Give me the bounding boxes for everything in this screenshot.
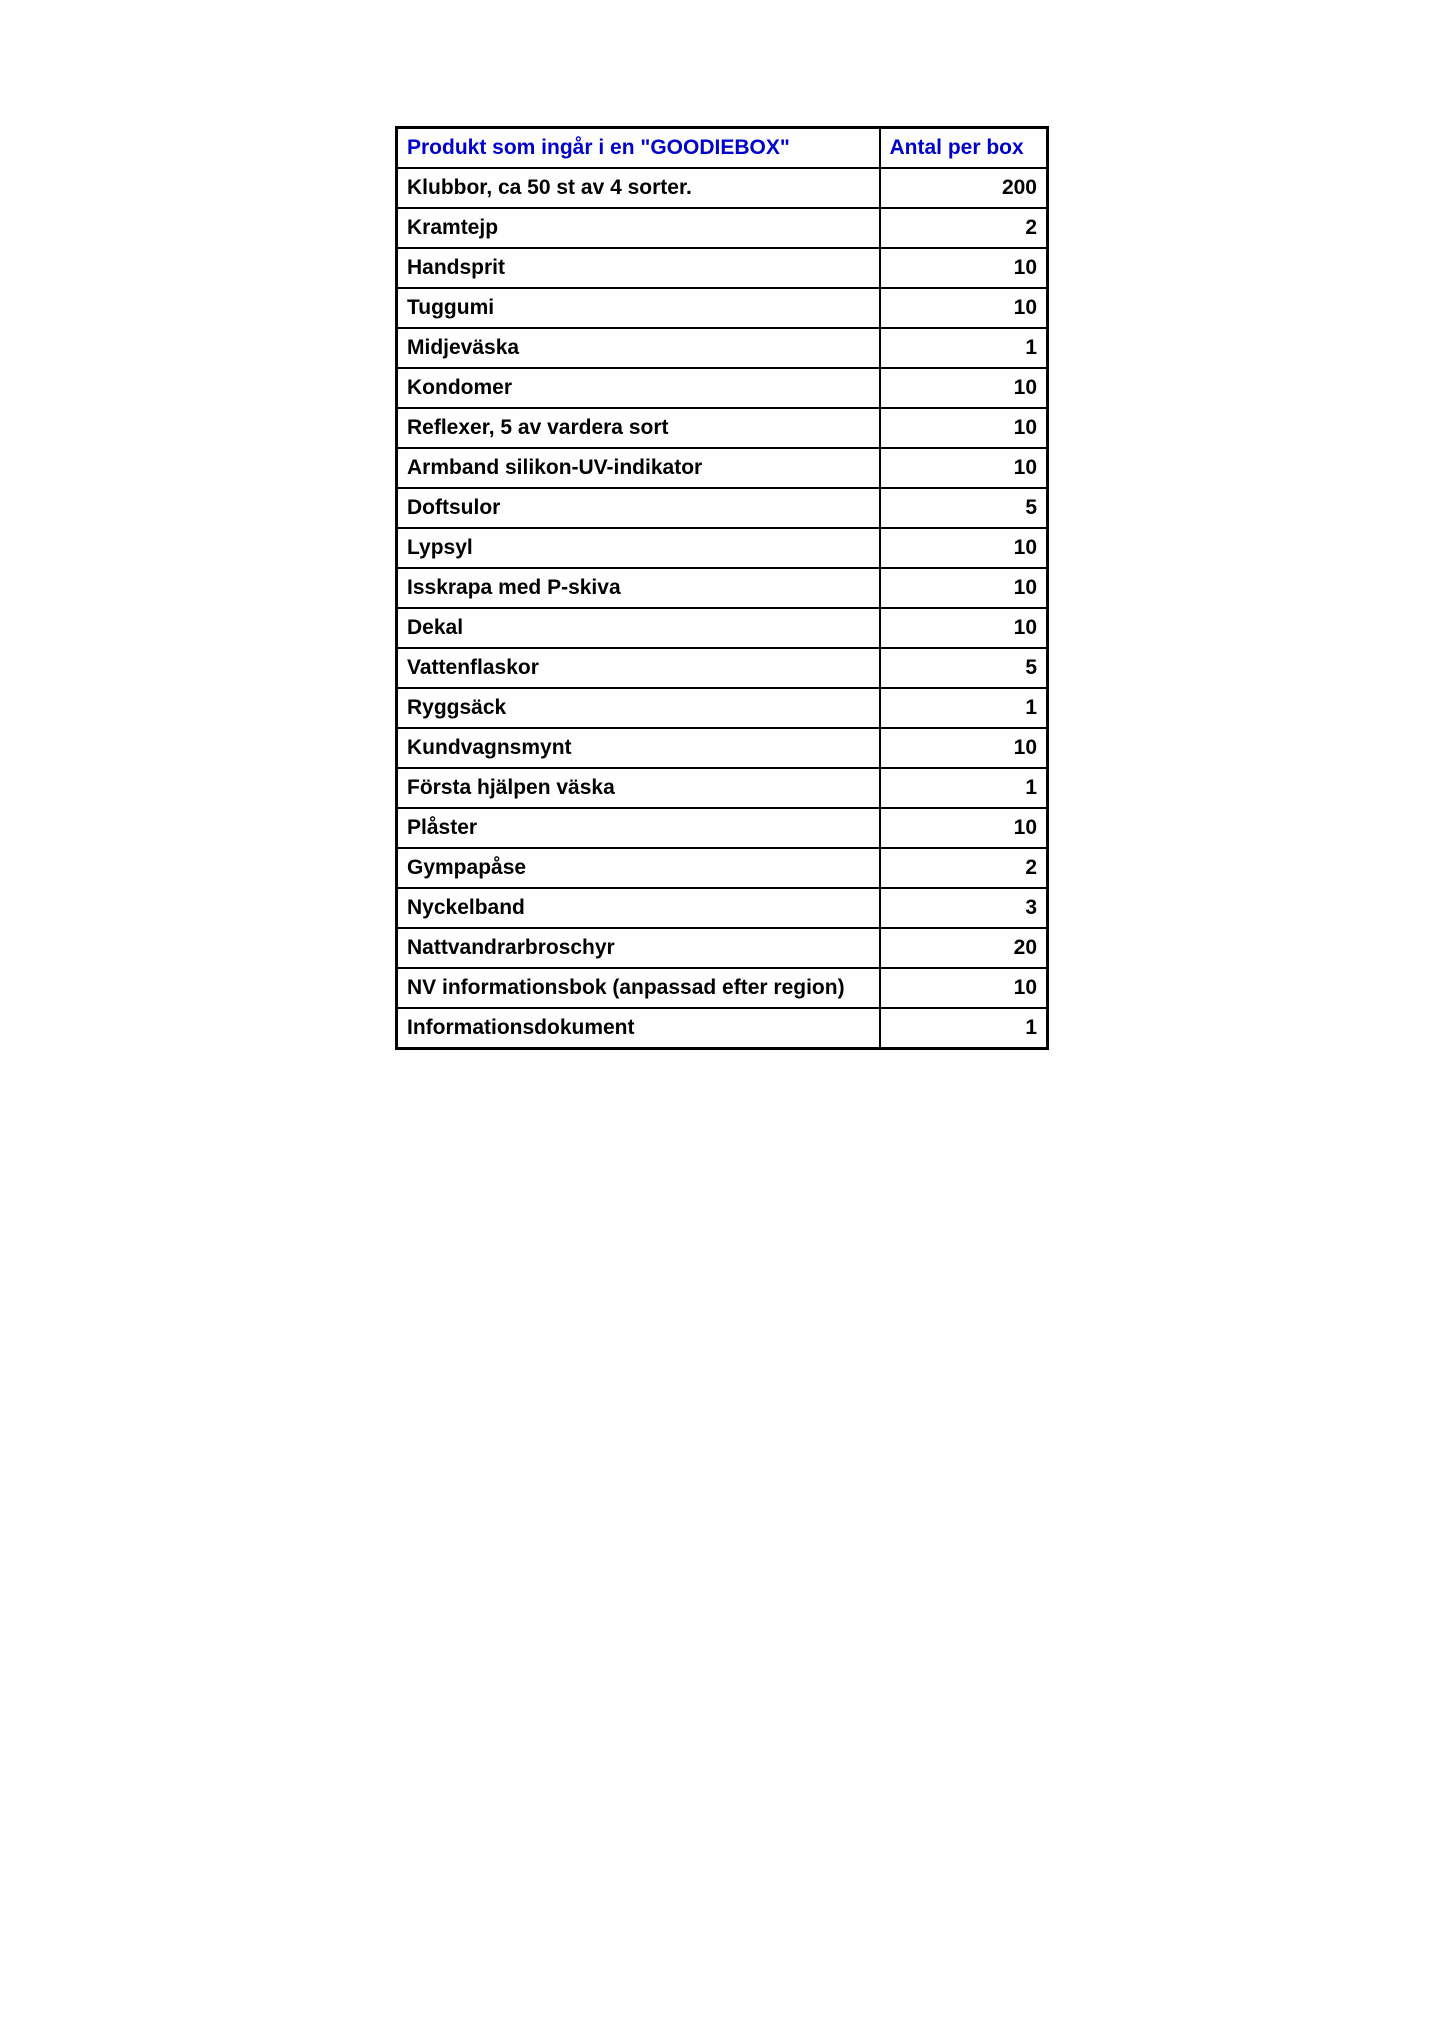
qty-cell: 1 bbox=[880, 1008, 1048, 1049]
product-cell: Informationsdokument bbox=[397, 1008, 880, 1049]
qty-cell: 10 bbox=[880, 408, 1048, 448]
table-row bbox=[397, 208, 1048, 248]
table-row bbox=[397, 888, 1048, 928]
table-row bbox=[397, 248, 1048, 288]
product-cell: Doftsulor bbox=[397, 488, 880, 528]
table-row bbox=[397, 368, 1048, 408]
product-cell: Armband silikon-UV-indikator bbox=[397, 448, 880, 488]
qty-cell: 10 bbox=[880, 368, 1048, 408]
product-cell: Gympapåse bbox=[397, 848, 880, 888]
qty-cell: 10 bbox=[880, 568, 1048, 608]
product-cell: Isskrapa med P-skiva bbox=[397, 568, 880, 608]
product-cell: Midjeväska bbox=[397, 328, 880, 368]
product-cell: Ryggsäck bbox=[397, 688, 880, 728]
qty-cell: 10 bbox=[880, 808, 1048, 848]
qty-cell: 10 bbox=[880, 728, 1048, 768]
table-row bbox=[397, 928, 1048, 968]
product-cell: Kondomer bbox=[397, 368, 880, 408]
product-cell: Nyckelband bbox=[397, 888, 880, 928]
table-row bbox=[397, 608, 1048, 648]
product-cell: Kramtejp bbox=[397, 208, 880, 248]
qty-cell: 10 bbox=[880, 608, 1048, 648]
table-row bbox=[397, 648, 1048, 688]
table-row bbox=[397, 728, 1048, 768]
qty-cell: 2 bbox=[880, 208, 1048, 248]
product-cell: Nattvandrarbroschyr bbox=[397, 928, 880, 968]
qty-cell: 10 bbox=[880, 248, 1048, 288]
column-header-antal-per-box: Antal per box bbox=[880, 128, 1048, 169]
qty-cell: 1 bbox=[880, 688, 1048, 728]
product-cell: Kundvagnsmynt bbox=[397, 728, 880, 768]
table-row bbox=[397, 168, 1048, 208]
product-cell: Reflexer, 5 av vardera sort bbox=[397, 408, 880, 448]
qty-cell: 10 bbox=[880, 968, 1048, 1008]
qty-cell: 1 bbox=[880, 328, 1048, 368]
qty-cell: 10 bbox=[880, 288, 1048, 328]
product-cell: Dekal bbox=[397, 608, 880, 648]
table-row bbox=[397, 528, 1048, 568]
table-row bbox=[397, 488, 1048, 528]
qty-cell: 10 bbox=[880, 448, 1048, 488]
table-row bbox=[397, 288, 1048, 328]
table-row bbox=[397, 568, 1048, 608]
table-row bbox=[397, 328, 1048, 368]
table-row bbox=[397, 1008, 1048, 1049]
product-cell: NV informationsbok (anpassad efter region) bbox=[397, 968, 880, 1008]
table-body bbox=[397, 168, 1048, 1049]
table-row bbox=[397, 848, 1048, 888]
table-row bbox=[397, 408, 1048, 448]
qty-cell: 10 bbox=[880, 528, 1048, 568]
goodiebox-contents-table bbox=[395, 126, 1049, 1050]
qty-cell: 20 bbox=[880, 928, 1048, 968]
product-cell: Handsprit bbox=[397, 248, 880, 288]
column-header-product: Produkt som ingår i en "GOODIEBOX" bbox=[397, 128, 880, 169]
product-cell: Första hjälpen väska bbox=[397, 768, 880, 808]
table-header bbox=[397, 128, 1048, 169]
qty-cell: 1 bbox=[880, 768, 1048, 808]
qty-cell: 3 bbox=[880, 888, 1048, 928]
product-cell: Lypsyl bbox=[397, 528, 880, 568]
table-row bbox=[397, 968, 1048, 1008]
qty-cell: 5 bbox=[880, 488, 1048, 528]
qty-cell: 200 bbox=[880, 168, 1048, 208]
table-row bbox=[397, 448, 1048, 488]
qty-cell: 5 bbox=[880, 648, 1048, 688]
table-row bbox=[397, 808, 1048, 848]
qty-cell: 2 bbox=[880, 848, 1048, 888]
product-cell: Plåster bbox=[397, 808, 880, 848]
header-row bbox=[397, 128, 1048, 169]
product-cell: Vattenflaskor bbox=[397, 648, 880, 688]
table-row bbox=[397, 688, 1048, 728]
product-cell: Klubbor, ca 50 st av 4 sorter. bbox=[397, 168, 880, 208]
product-cell: Tuggumi bbox=[397, 288, 880, 328]
table-row bbox=[397, 768, 1048, 808]
